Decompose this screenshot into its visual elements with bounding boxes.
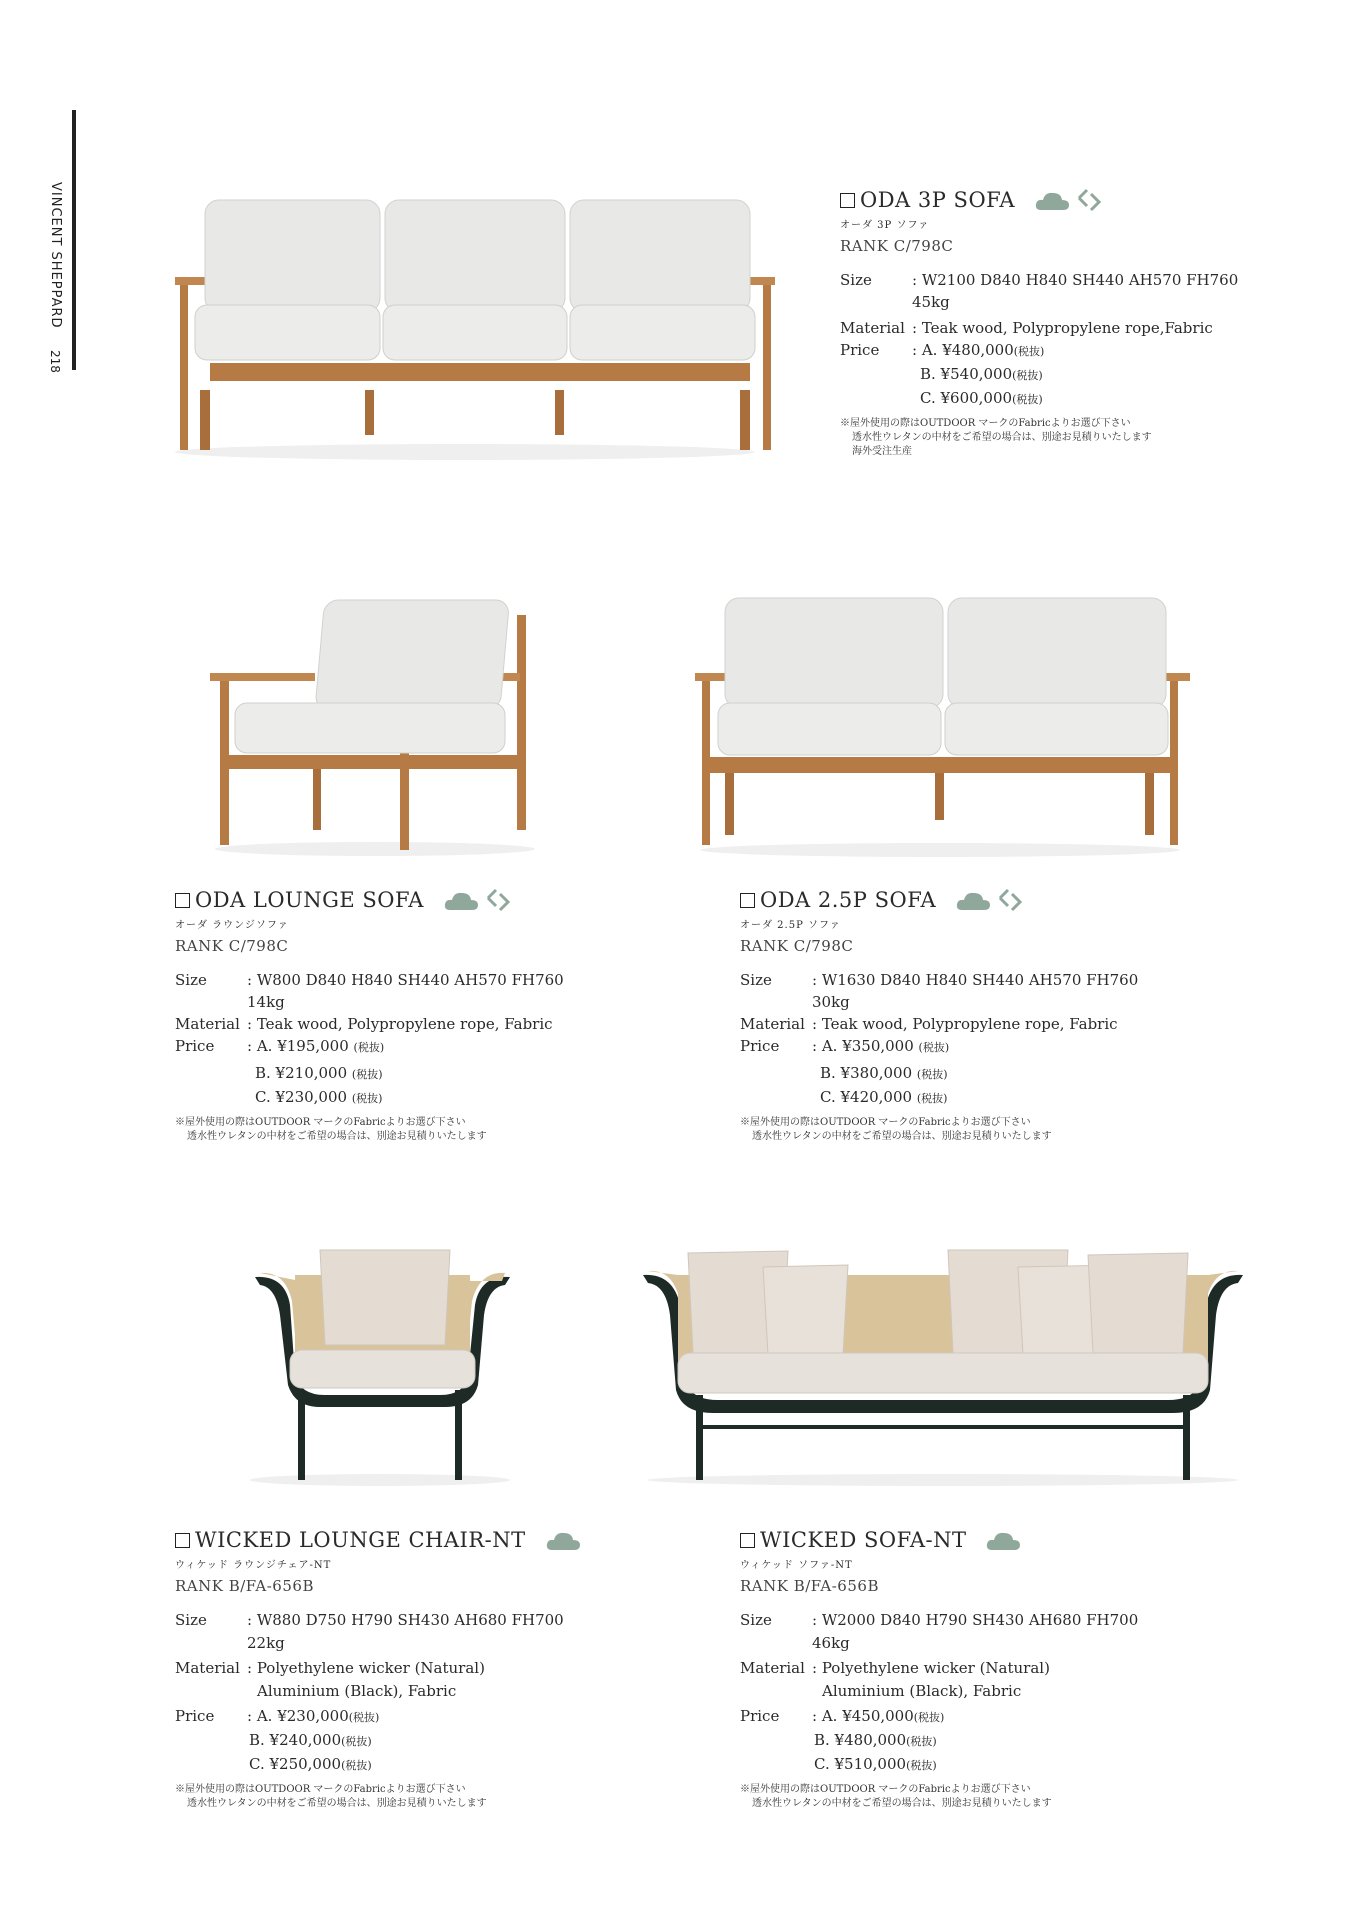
note-overseas: 海外受注生産 [852, 446, 912, 457]
product-rank: RANK B/FA-656B [175, 1577, 314, 1595]
checkbox-icon [740, 893, 755, 908]
product-kana: ウィケッド ラウンジチェア-NT [175, 1560, 332, 1571]
size-label: Size [740, 971, 772, 989]
cloud-icon [1035, 188, 1071, 212]
oda-lounge-sofa-image [205, 595, 550, 860]
material-label: Material [175, 1659, 240, 1677]
price-a: : A. ¥195,000 [247, 1037, 349, 1055]
page-number: 218 [48, 350, 62, 373]
price-c: C. ¥600,000 [920, 389, 1013, 407]
price-a: : A. ¥350,000 [812, 1037, 914, 1055]
tax-label: (税抜) [1013, 345, 1045, 358]
product-rank: RANK C/798C [175, 937, 289, 955]
material-label: Material [740, 1659, 805, 1677]
product-kana: オーダ 2.5P ソファ [740, 920, 841, 931]
material-value: : Polyethylene wicker (Natural) [247, 1659, 485, 1677]
checkbox-icon [175, 1533, 190, 1548]
wicked-sofa-info: WICKED SOFA-NT ウィケッド ソファ-NT RANK B/FA-656B Size : W2000 D840 H790 SH430 AH680 FH700 46kg Material : Polyethylene wicker (Natural) Aluminium (Black), Fabric Price : A. ¥450,000(税抜) B. ¥480,000(税抜) C. ¥510,000(税抜) ※屋外使用の際はOUTDOOR マークのFabricよりお選び下さい 透水性ウレタンの中材をご希望の場合は、別途お見積りいたします [740, 1528, 1170, 1811]
price-a: : A. ¥480,000 [912, 341, 1014, 359]
price-c: C. ¥420,000 [820, 1088, 913, 1106]
tax-label: (税抜) [918, 1041, 950, 1054]
price-b: B. ¥240,000 [249, 1731, 342, 1749]
material-label: Material [175, 1015, 240, 1033]
size-label: Size [175, 971, 207, 989]
price-b: B. ¥380,000 [820, 1064, 913, 1082]
tax-label: (税抜) [351, 1092, 383, 1105]
tax-label: (税抜) [916, 1068, 948, 1081]
price-c: C. ¥230,000 [255, 1088, 348, 1106]
rotate-arrows-icon [1075, 188, 1103, 212]
oda-3p-sofa-image [165, 195, 780, 465]
tax-label: (税抜) [1012, 369, 1043, 382]
material-value-2: Aluminium (Black), Fabric [822, 1682, 1022, 1700]
note-urethane: 透水性ウレタンの中材をご希望の場合は、別途お見積りいたします [752, 1131, 1052, 1142]
size-label: Size [740, 1611, 772, 1629]
checkbox-icon [175, 893, 190, 908]
material-value: : Teak wood, Polypropylene rope, Fabric [247, 1015, 553, 1033]
product-kana: ウィケッド ソファ-NT [740, 1560, 853, 1571]
size-value: : W800 D840 H840 SH440 AH570 FH760 14kg [247, 971, 564, 1011]
note-urethane: 透水性ウレタンの中材をご希望の場合は、別途お見積りいたします [187, 1798, 487, 1809]
rotate-arrows-icon [996, 888, 1024, 912]
checkbox-icon [740, 1533, 755, 1548]
wicked-sofa-image [638, 1235, 1248, 1490]
product-rank: RANK B/FA-656B [740, 1577, 879, 1595]
size-value: : W2100 D840 H840 SH440 AH570 FH760 45kg [912, 271, 1239, 311]
price-c: C. ¥250,000 [249, 1755, 342, 1773]
sidebar-rule [72, 110, 76, 370]
price-b: B. ¥210,000 [255, 1064, 348, 1082]
product-kana: オーダ ラウンジソファ [175, 920, 289, 931]
price-a: : A. ¥230,000 [247, 1707, 349, 1725]
price-label: Price [740, 1707, 780, 1725]
tax-label: (税抜) [906, 1759, 937, 1772]
product-rank: RANK C/798C [840, 237, 954, 255]
price-b: B. ¥480,000 [814, 1731, 907, 1749]
oda-lounge-sofa-info: ODA LOUNGE SOFA オーダ ラウンジソファ RANK C/798C Size : W800 D840 H840 SH440 AH570 FH760 14kg Material : Teak wood, Polypropylene rope, Fabric Price : A. ¥195,000 (税抜) B. ¥210,000 (税抜) C. ¥230,000 (税抜) ※屋外使用の際はOUTDOOR マークのFabricよりお選び下さい 透水性ウレタンの中材をご希望の場合は、別途お見積りいたします [175, 888, 605, 1144]
size-label: Size [175, 1611, 207, 1629]
tax-label: (税抜) [348, 1711, 380, 1724]
price-label: Price [740, 1037, 780, 1055]
price-label: Price [175, 1037, 215, 1055]
rotate-arrows-icon [484, 888, 512, 912]
note-urethane: 透水性ウレタンの中材をご希望の場合は、別途お見積りいたします [852, 432, 1152, 443]
tax-label: (税抜) [351, 1068, 383, 1081]
price-b: B. ¥540,000 [920, 365, 1013, 383]
tax-label: (税抜) [341, 1735, 372, 1748]
material-value: : Teak wood, Polypropylene rope,Fabric [912, 319, 1213, 337]
note-outdoor: ※屋外使用の際はOUTDOOR マークのFabricよりお選び下さい [740, 1784, 1031, 1795]
price-label: Price [840, 341, 880, 359]
tax-label: (税抜) [916, 1092, 948, 1105]
wicked-lounge-chair-info: WICKED LOUNGE CHAIR-NT ウィケッド ラウンジチェア-NT RANK B/FA-656B Size : W880 D750 H790 SH430 AH680 FH700 22kg Material : Polyethylene wicker (Natural) Aluminium (Black), Fabric Price : A. ¥230,000(税抜) B. ¥240,000(税抜) C. ¥250,000(税抜) ※屋外使用の際はOUTDOOR マークのFabricよりお選び下さい 透水性ウレタンの中材をご希望の場合は、別途お見積りいたします [175, 1528, 605, 1811]
note-urethane: 透水性ウレタンの中材をご希望の場合は、別途お見積りいたします [752, 1798, 1052, 1809]
tax-label: (税抜) [906, 1735, 937, 1748]
note-outdoor: ※屋外使用の際はOUTDOOR マークのFabricよりお選び下さい [840, 418, 1131, 429]
brand-label: VINCENT SHEPPARD [48, 182, 63, 329]
note-urethane: 透水性ウレタンの中材をご希望の場合は、別途お見積りいたします [187, 1131, 487, 1142]
material-label: Material [740, 1015, 805, 1033]
oda-2-5p-sofa-image [690, 595, 1195, 860]
cloud-icon [986, 1528, 1022, 1552]
cloud-icon [956, 888, 992, 912]
wicked-lounge-chair-image [240, 1235, 525, 1490]
oda-3p-sofa-info [840, 188, 1280, 459]
checkbox-icon [840, 193, 855, 208]
size-value: : W1630 D840 H840 SH440 AH570 FH760 30kg [812, 971, 1139, 1011]
material-value: : Teak wood, Polypropylene rope, Fabric [812, 1015, 1118, 1033]
oda-2-5p-sofa-info: ODA 2.5P SOFA オーダ 2.5P ソファ RANK C/798C Size : W1630 D840 H840 SH440 AH570 FH760 30kg Material : Teak wood, Polypropylene rope, Fabric Price : A. ¥350,000 (税抜) B. ¥380,000 (税抜) C. ¥420,000 (税抜) ※屋外使用の際はOUTDOOR マークのFabricよりお選び下さい 透水性ウレタンの中材をご希望の場合は、別途お見積りいたします [740, 888, 1170, 1144]
size-value: : W880 D750 H790 SH430 AH680 FH700 22kg [247, 1611, 564, 1652]
size-value: : W2000 D840 H790 SH430 AH680 FH700 46kg [812, 1611, 1139, 1652]
tax-label: (税抜) [1012, 393, 1043, 406]
note-outdoor: ※屋外使用の際はOUTDOOR マークのFabricよりお選び下さい [740, 1117, 1031, 1128]
tax-label: (税抜) [353, 1041, 385, 1054]
price-a: : A. ¥450,000 [812, 1707, 914, 1725]
cloud-icon [444, 888, 480, 912]
product-rank: RANK C/798C [740, 937, 854, 955]
tax-label: (税抜) [341, 1759, 372, 1772]
product-kana: オーダ 3P ソファ [840, 220, 930, 231]
material-value-2: Aluminium (Black), Fabric [257, 1682, 457, 1700]
material-label: Material [840, 319, 905, 337]
size-label: Size [840, 271, 872, 289]
price-label: Price [175, 1707, 215, 1725]
note-outdoor: ※屋外使用の際はOUTDOOR マークのFabricよりお選び下さい [175, 1784, 466, 1795]
product-title: ODA 3P SOFA [840, 188, 1280, 212]
material-value: : Polyethylene wicker (Natural) [812, 1659, 1050, 1677]
cloud-icon [546, 1528, 582, 1552]
tax-label: (税抜) [913, 1711, 945, 1724]
note-outdoor: ※屋外使用の際はOUTDOOR マークのFabricよりお選び下さい [175, 1117, 466, 1128]
price-c: C. ¥510,000 [814, 1755, 907, 1773]
